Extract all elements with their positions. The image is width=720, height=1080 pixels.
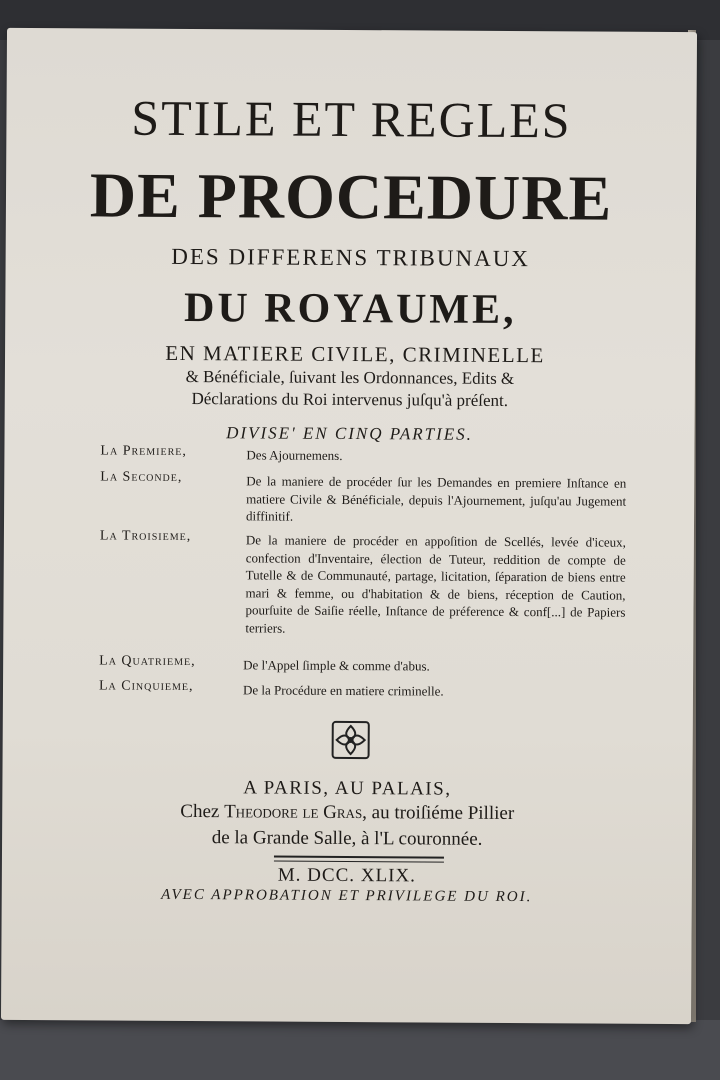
double-rule-bottom bbox=[274, 861, 444, 863]
part-label-2: La Seconde, bbox=[100, 469, 183, 485]
title-line-2: DE PROCEDURE bbox=[89, 159, 613, 234]
title-page bbox=[1, 28, 697, 1024]
subtitle-line-2: & Bénéficiale, ſuivant les Ordonnances, Edits & bbox=[185, 366, 515, 389]
fleuron-ornament-icon bbox=[329, 718, 373, 762]
title-line-3: DES DIFFERENS TRIBUNAUX bbox=[171, 243, 531, 272]
subtitle-line-3: Déclarations du Roi intervenus juſqu'à préſent. bbox=[191, 389, 509, 410]
part-label-5: La Cinquieme, bbox=[98, 678, 194, 695]
imprint-printer-prefix: Chez bbox=[180, 800, 220, 823]
part-description-3: De la maniere de procéder en appoſition de Scellés, levée d'iceux, confection d'Inventaire, élection de Tuteur, reddition de compte de Tutelle & de Communauté, partage, licitation, ſéparation de biens entre mari & femme, ou d'habitation & de biens, réception de Caution, pourſuite de Saiſie réelle, Inſtance de préference & conf[...] de Papiers terriers. bbox=[245, 532, 626, 636]
approbation-line: AVEC APPROBATION ET PRIVILEGE DU ROI. bbox=[161, 886, 533, 906]
background-bottom bbox=[0, 1020, 720, 1080]
part-description-5: De la Procédure en matiere criminelle. bbox=[242, 682, 444, 699]
imprint-address: de la Grande Salle, à l'L couronnée. bbox=[211, 827, 483, 850]
division-heading: DIVISE' EN CINQ PARTIES. bbox=[226, 423, 474, 444]
imprint-printer bbox=[2, 800, 692, 826]
part-description-4: De l'Appel ſimple & comme d'abus. bbox=[243, 657, 430, 674]
imprint-printer-suffix: au troiſiéme Pillier bbox=[371, 802, 515, 825]
title-line-4: DU ROYAUME, bbox=[183, 284, 517, 334]
publication-year: M. DCC. XLIX. bbox=[277, 864, 416, 887]
imprint-printer-name: Theodore le Gras, bbox=[224, 801, 368, 824]
imprint-place: A PARIS, AU PALAIS, bbox=[243, 777, 452, 800]
part-label-3: La Troisieme, bbox=[99, 528, 192, 545]
part-description-2: De la maniere de procéder ſur les Demandes en premiere Inſtance en matiere Civile & Bénéficiale, depuis l'Ajournement, juſqu'au Jugement diffinitif. bbox=[246, 473, 627, 524]
part-label-4: La Quatrieme, bbox=[99, 653, 196, 670]
part-description-1: Des Ajournemens. bbox=[246, 447, 343, 463]
double-rule-top bbox=[274, 856, 444, 859]
title-line-1: STILE ET REGLES bbox=[131, 89, 572, 149]
subtitle-line-1: EN MATIERE CIVILE, CRIMINELLE bbox=[165, 340, 545, 368]
part-label-1: La Premiere, bbox=[100, 443, 187, 460]
